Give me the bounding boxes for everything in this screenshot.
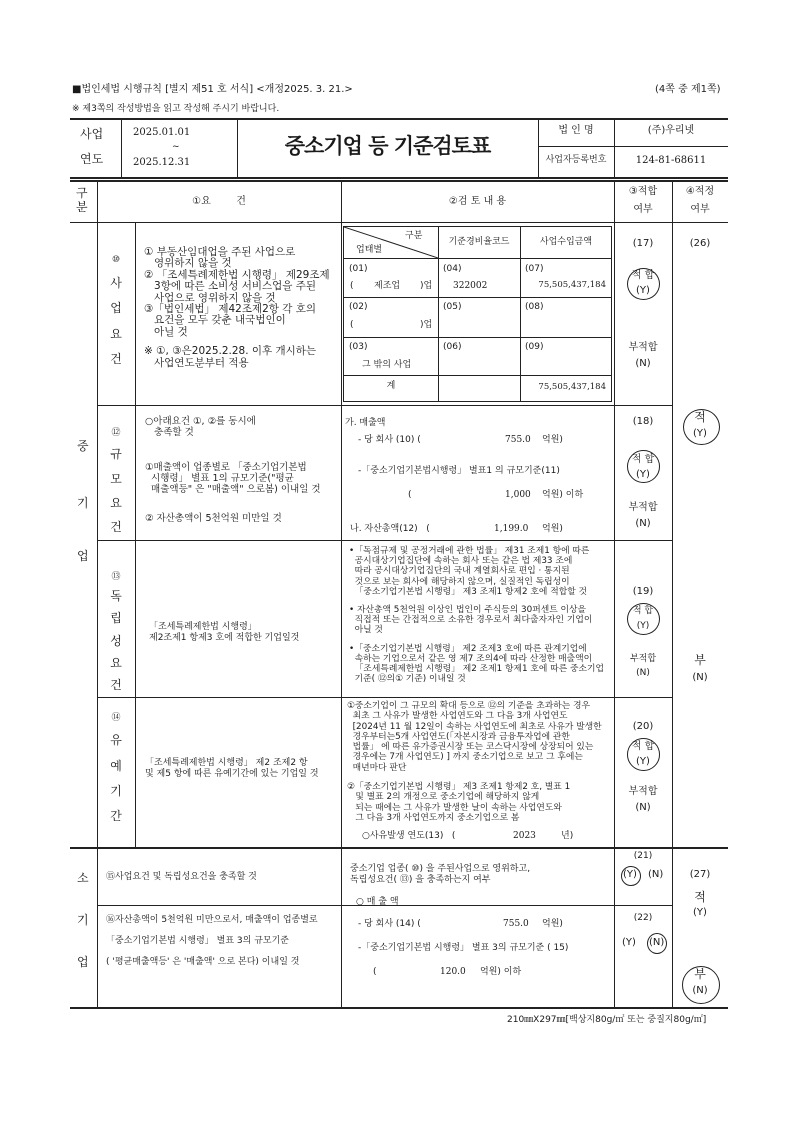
req-line: ② 자산총액이 5천억원 미만일 것 xyxy=(145,513,282,524)
check-code: (21) xyxy=(633,851,653,861)
table-diag-top: 구분 xyxy=(405,231,423,241)
check-code: (18) xyxy=(632,416,654,427)
paren: ( xyxy=(373,967,377,977)
review-line: [2024년 11 월 12일이 속하는 사업연도에 최초로 사유가 발생한 xyxy=(347,721,602,732)
label-char: 모 xyxy=(110,471,122,486)
yes-option[interactable]: (Y) xyxy=(623,869,637,880)
section-medium-label-3: 업 xyxy=(77,549,89,563)
expense-code-field-1[interactable]: 322002 xyxy=(453,281,488,291)
adequacy-fit-yn[interactable]: (Y) xyxy=(693,907,707,918)
label-char: 예 xyxy=(110,758,122,773)
title-top-border xyxy=(70,118,728,120)
cell-paren: )업 xyxy=(420,281,433,291)
yes-option[interactable]: (Y) xyxy=(622,937,636,948)
grid-line xyxy=(344,258,611,259)
label-char: 기 xyxy=(110,783,122,798)
bullet-line: 「조세특례제한법 시행령」 제2 조제1 항제1 호에 따른 중소기업 xyxy=(349,664,605,675)
fit-option-yn[interactable]: (Y) xyxy=(636,469,650,480)
review-line: ①중소기업이 그 규모의 확대 등으로 ⑫의 기준을 초과하는 경우 xyxy=(347,701,591,711)
grid-line xyxy=(344,375,611,376)
label-char: 건 xyxy=(110,520,122,534)
adequacy-unfit-yn[interactable]: (N) xyxy=(692,985,708,996)
period-start: 2025.01.01 xyxy=(133,127,191,138)
sales-label: 가. 매출액 xyxy=(345,418,386,428)
label-char: 간 xyxy=(110,809,122,823)
label-char: 유 xyxy=(110,733,122,748)
adequacy-unfit-option[interactable]: 부 xyxy=(694,653,706,667)
req-line: ⑮사업요건 및 독립성요건을 충족할 것 xyxy=(106,872,257,882)
title-bottom-border xyxy=(70,177,728,179)
label-char: 립 xyxy=(110,611,122,626)
req-line: 영위하지 않을 것 xyxy=(144,257,232,270)
adequacy-unfit-option[interactable]: 부 xyxy=(694,967,706,981)
page-info: (4쪽 중 제1쪽) xyxy=(655,84,721,95)
fit-option[interactable]: 적 합 xyxy=(631,270,655,281)
label-char: 성 xyxy=(110,633,122,648)
cell-paren: )업 xyxy=(420,320,433,330)
req-line: 3항에 따른 소비성 서비스업을 주된 xyxy=(144,280,317,293)
label-char: 요 xyxy=(110,326,122,341)
header-bottom-border xyxy=(70,222,728,223)
cell-code: (09) xyxy=(525,342,544,352)
col-suitability-1: ③적합 xyxy=(628,186,658,197)
review-line: 되는 때에는 그 사유가 발생한 날이 속하는 사업연도와 xyxy=(347,802,562,813)
review-line: 및 별표 2의 개정으로 중소기업에 해당하지 않게 xyxy=(347,792,540,803)
req-line: 「조세특례제한법 시행령」 xyxy=(149,622,257,632)
row-104-review xyxy=(347,701,613,823)
fit-option[interactable]: 적 합 xyxy=(632,606,654,616)
req-line: 요건을 모두 갖춘 내국법인이 xyxy=(144,314,286,327)
bullet-line: 따라 공시대상기업집단의 국내 계열회사로 편입 · 통지된 xyxy=(349,566,570,577)
col-adequacy-2: 여부 xyxy=(690,204,710,215)
fit-option-yn[interactable]: (Y) xyxy=(636,756,650,767)
size-standard-label: -「중소기업기본법시행령」 별표1 의 규모기준(11) xyxy=(358,466,560,476)
req-line: 「조세특례제한법 시행령」 제2 조제2 항 xyxy=(145,758,308,768)
bullet-line: 것으로 보는 회사에 해당하지 않으며, 실질적인 독립성이 xyxy=(349,576,570,587)
fiscal-year-label-1: 사업 xyxy=(80,127,104,141)
row-102-label xyxy=(97,425,135,535)
req-line: 시행령」 별표 1의 규모기준("평균 xyxy=(145,473,294,484)
size-standard-value[interactable]: 120.0 xyxy=(440,967,466,977)
row-102-requirements xyxy=(145,416,339,524)
fit-option-yn[interactable]: (Y) xyxy=(636,285,650,296)
row-103-review xyxy=(349,546,613,684)
review-line: 매년마다 판단 xyxy=(347,762,407,773)
header-top-border xyxy=(70,180,728,182)
cell-code: (05) xyxy=(443,302,462,312)
fiscal-year-label-2: 연도 xyxy=(80,152,104,166)
bullet-line: 아닐 것 xyxy=(349,625,383,636)
label-char: 규 xyxy=(110,447,122,462)
divider xyxy=(538,146,728,147)
grid-line xyxy=(344,297,611,298)
grid-line xyxy=(344,337,611,338)
cell-code: (08) xyxy=(525,302,544,312)
req-line: 「중소기업기본법 시행령」 별표 3의 규모기준 xyxy=(106,936,289,946)
row-104-label xyxy=(97,710,135,824)
req-note: ※ ①, ③은2025.2.28. 이후 개시하는 xyxy=(144,345,317,358)
corp-name: (주)우리넷 xyxy=(647,125,695,136)
bullet-line: •「독점규제 및 공정거래에 관한 법률」 제31 조제1 항에 따른 xyxy=(349,546,590,556)
req-line: ○아래요건 ①, ②를 동시에 xyxy=(145,416,256,427)
row-103-label xyxy=(97,569,135,693)
row-number: ⑩ xyxy=(111,255,121,265)
table-col-revenue: 사업수입금액 xyxy=(539,237,593,247)
grid-line xyxy=(672,181,673,1008)
row-separator xyxy=(97,540,672,541)
cell-paren: ( xyxy=(350,320,354,330)
cell-code: (07) xyxy=(525,264,544,274)
adequacy-code: (27) xyxy=(689,869,711,880)
review-line: 독립성요건( ⑬) 을 충족하는지 여부 xyxy=(350,875,491,885)
sales-label: ○ 매 출 액 xyxy=(356,897,399,907)
check-code: (19) xyxy=(632,586,654,597)
req-line: ③「법인세법」 제42조제2항 각 호의 xyxy=(144,303,317,316)
notice: ※ 제3쪽의 작성방법을 읽고 작성해 주시기 바랍니다. xyxy=(72,104,280,114)
own-sales-value[interactable]: 755.0 xyxy=(503,919,529,929)
bullet-line: • 자산총액 5천억원 이상인 법인이 주식등의 30퍼센트 이상을 xyxy=(349,605,587,616)
cell-paren: ( xyxy=(350,281,354,291)
section-medium-label-2: 기 xyxy=(77,496,89,510)
table-col-code: 기준경비율코드 xyxy=(448,237,510,247)
label-char: 건 xyxy=(110,677,122,692)
period-separator: ~ xyxy=(172,142,180,152)
req-line: ② 「조세특례제한법 시행령」 제29조제 xyxy=(144,268,330,281)
industry-field-1[interactable]: 제조업 xyxy=(374,281,401,291)
unfit-option-yn[interactable]: (N) xyxy=(635,518,651,529)
unit-label: 억원) 이하 xyxy=(480,967,522,977)
cell-code: (02) xyxy=(349,302,368,312)
unit-label: 억원) 이하 xyxy=(542,490,584,500)
unit-label: 억원) xyxy=(542,435,563,445)
corp-name-label: 법 인 명 xyxy=(558,125,594,136)
row-number: ⑫ xyxy=(111,428,121,438)
paren: ( xyxy=(408,490,412,500)
regulation-reference: ■법인세법 시행규칙 [별지 제51 호 서식] <개정2025. 3. 21.> xyxy=(72,84,353,95)
cell-code: (04) xyxy=(443,264,462,274)
unfit-option[interactable]: 부적합 xyxy=(629,654,657,664)
row-101-requirements xyxy=(144,247,340,369)
review-line: 경우부터는5개 사업연도(「자본시장과 금융투자업에 관한 xyxy=(347,731,570,742)
cell-code: (01) xyxy=(349,264,368,274)
req-line: 충족할 것 xyxy=(145,427,194,438)
grid-line xyxy=(341,181,342,1008)
adequacy-fit-option[interactable]: 적 xyxy=(694,410,706,424)
label-char: 요 xyxy=(110,495,122,510)
own-sales-label: - 당 회사 (10) ( xyxy=(358,435,421,445)
unfit-option-yn[interactable]: (N) xyxy=(636,668,650,678)
row-101-label xyxy=(97,255,135,367)
own-sales-label: - 당 회사 (14) ( xyxy=(358,919,421,929)
label-char: 건 xyxy=(110,352,122,366)
check-code: (17) xyxy=(632,238,654,249)
req-line: ( '평균매출액등' 은 '매출액' 으로 본다) 이내일 것 xyxy=(106,957,300,967)
bullet-line: 공시대상기업집단에 속하는 회사 또는 같은 법 제33 조에 xyxy=(349,556,573,567)
req-note: 사업연도분부터 적용 xyxy=(144,356,249,369)
table-bottom-border xyxy=(70,1007,728,1009)
bullet-line: •「중소기업기본법 시행령」 제2 조제3 호에 따른 관계기업에 xyxy=(349,643,587,654)
grid-line xyxy=(135,223,136,848)
fit-option-yn[interactable]: (Y) xyxy=(636,621,650,631)
col-requirement: ①요 건 xyxy=(192,196,246,207)
adequacy-fit-yn[interactable]: (Y) xyxy=(693,428,707,439)
row-number: ⑬ xyxy=(111,572,121,582)
size-standard-value[interactable]: 1,000 xyxy=(505,490,531,500)
label-char: 업 xyxy=(110,301,122,315)
table-diag-bottom: 업태별 xyxy=(356,245,383,255)
divider xyxy=(121,119,122,177)
req-line: 아닐 것 xyxy=(144,325,188,338)
total-assets-value[interactable]: 1,199.0 xyxy=(494,524,529,534)
req-line: 매출액등" 은 "매출액" 으로봄) 이내일 것 xyxy=(145,484,321,495)
section-small-label-1: 소 xyxy=(77,871,89,885)
biz-reg-label: 사업자등록번호 xyxy=(545,155,607,165)
row-separator xyxy=(97,697,672,698)
no-option[interactable]: (N) xyxy=(649,937,665,948)
section-medium-label-1: 중 xyxy=(77,439,89,453)
bullet-line: 직접적 또는 간접적으로 소유한 경우로서 최다출자자인 기업이 xyxy=(349,615,593,626)
own-sales-value[interactable]: 755.0 xyxy=(505,435,531,445)
paper-spec: 210㎜X297㎜[백상지80g/㎡ 또는 중질지80g/㎡] xyxy=(507,1015,707,1025)
unfit-option[interactable]: 부적합 xyxy=(628,342,658,353)
adequacy-fit-option[interactable]: 적 xyxy=(694,890,706,904)
no-option[interactable]: (N) xyxy=(648,869,664,880)
review-line: 법률」 에 따른 유가증권시장 또는 코스닥시장에 상장되어 있는 xyxy=(347,742,594,753)
req-line: 사업으로 영위하지 않을 것 xyxy=(144,291,276,304)
req-line: 제2조제1 항제3 호에 적합한 기업일것 xyxy=(149,633,300,643)
adequacy-code: (26) xyxy=(689,238,711,249)
unfit-option[interactable]: 부적합 xyxy=(628,786,658,797)
req-line: ⑯자산총액이 5천억원 미만으로서, 매출액이 업종별로 xyxy=(106,915,318,925)
review-line: 최초 그 사유가 발생한 사업연도와 그 다음 3개 사업연도 xyxy=(347,711,568,722)
col-category-2: 분 xyxy=(76,200,88,214)
col-suitability-2: 여부 xyxy=(633,204,653,215)
label-char: 독 xyxy=(110,589,122,604)
event-year-value[interactable]: 2023 xyxy=(513,831,536,841)
cell-code: (03) xyxy=(349,342,368,352)
fit-option[interactable]: 적 합 xyxy=(631,741,655,752)
col-category-1: 구 xyxy=(76,186,88,200)
req-line: ① 부동산임대업을 주된 사업으로 xyxy=(144,246,296,258)
row-number: ⑭ xyxy=(111,713,121,723)
label-char: 요 xyxy=(110,655,122,670)
event-year-label: ○사유발생 연도(13) ( xyxy=(362,831,456,841)
unfit-option-yn[interactable]: (N) xyxy=(635,802,651,813)
size-standard-label: -「중소기업기본법 시행령」 별표 3의 규모기준 ( 15) xyxy=(358,943,569,953)
review-line: 중소기업 업종( ⑩) 을 주된사업으로 영위하고, xyxy=(350,864,531,874)
label-char: 사 xyxy=(110,275,122,290)
bullet-line: 속하는 기업으로서 같은 영 제7 조의4에 따라 산정한 매출액이 xyxy=(349,653,593,664)
review-line: 그 다음 3개 사업연도까지 중소기업으로 봄 xyxy=(347,812,520,823)
cell-code: (06) xyxy=(443,342,462,352)
unit-label: 억원) xyxy=(542,919,563,929)
req-line: ①매출액이 업종별로 「중소기업기본법 xyxy=(145,462,307,473)
fit-option[interactable]: 적 합 xyxy=(631,454,655,465)
revenue-field-1[interactable]: 75,505,437,184 xyxy=(538,280,606,290)
other-business-label: 그 밖의 사업 xyxy=(362,360,412,370)
row-separator xyxy=(97,405,672,406)
section-small-label-3: 업 xyxy=(77,955,89,969)
biz-reg-number: 124-81-68611 xyxy=(635,155,707,166)
total-label: 계 xyxy=(386,381,396,391)
page-title: 중소기업 등 기준검토표 xyxy=(284,134,491,158)
adequacy-unfit-yn[interactable]: (N) xyxy=(692,672,708,683)
unfit-option-yn[interactable]: (N) xyxy=(635,358,651,369)
section-small-label-2: 기 xyxy=(77,913,89,927)
unit-label: 년) xyxy=(561,831,574,841)
total-revenue: 75,505,437,184 xyxy=(538,382,606,392)
total-assets-label: 나. 자산총액(12) ( xyxy=(350,524,430,534)
bullet-line: 기준( ⑫의① 기준) 이내일 것 xyxy=(349,674,466,685)
section-separator xyxy=(70,847,728,849)
req-line: 및 제5 항에 따른 유예기간에 있는 기업일 것 xyxy=(145,769,319,779)
review-line: 경우에는 7개 사업연도) ] 까지 중소기업으로 보고 그 후에는 xyxy=(347,752,583,763)
col-adequacy-1: ④적정 xyxy=(685,186,715,197)
unit-label: 억원) xyxy=(542,524,563,534)
bullet-line: 「중소기업기본법 시행령」 제3 조제1 항제2 호에 적합할 것 xyxy=(349,586,588,597)
review-line: ②「중소기업기본법 시행령」 제3 조제1 항제2 호, 별표 1 xyxy=(347,782,571,793)
col-review: ②검 토 내 용 xyxy=(448,196,507,207)
check-code: (20) xyxy=(632,721,654,732)
unfit-option[interactable]: 부적합 xyxy=(628,502,658,513)
check-code: (22) xyxy=(633,913,653,923)
period-end: 2025.12.31 xyxy=(133,157,191,168)
